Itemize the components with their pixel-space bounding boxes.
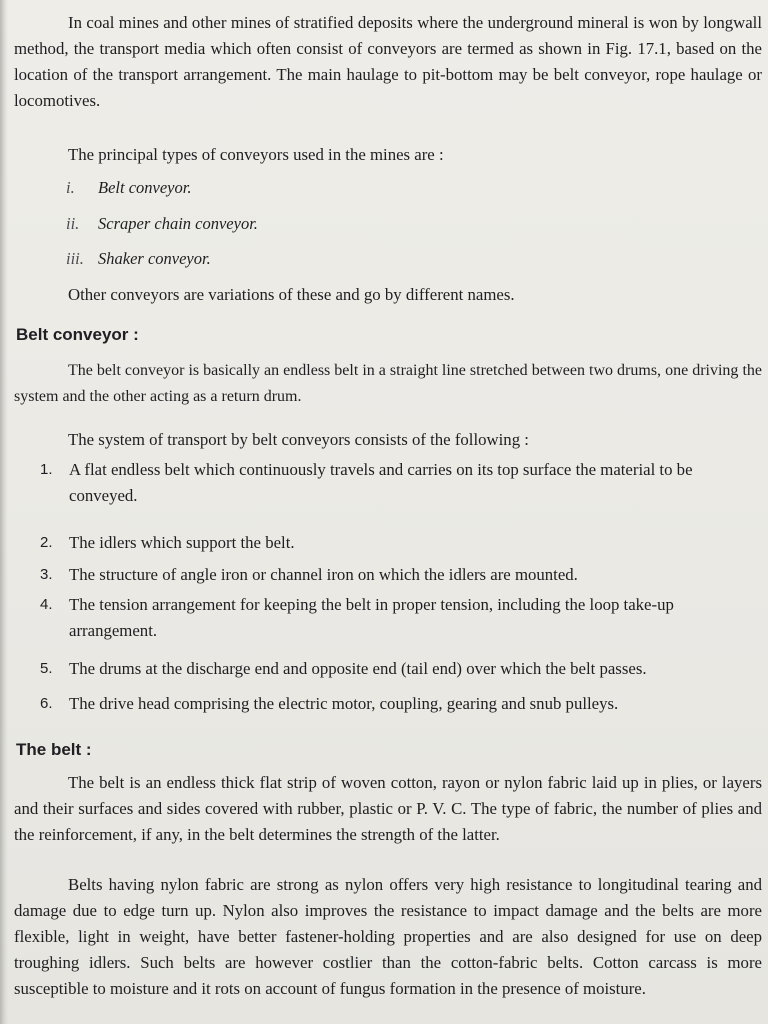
- list-item: [66, 212, 258, 236]
- list-item-number: 6.: [40, 695, 53, 712]
- list-item-label: Scraper chain conveyor.: [98, 214, 258, 233]
- list-item-number: 2.: [40, 534, 53, 551]
- list-item: [40, 530, 760, 556]
- list-item: [66, 176, 191, 200]
- list-item-number: ii.: [66, 214, 80, 233]
- list-item-label: Belt conveyor.: [98, 178, 192, 197]
- page-binding-shadow: [0, 0, 8, 1024]
- list-item-label: Shaker conveyor.: [98, 249, 211, 268]
- list-item-number: 4.: [40, 596, 53, 613]
- belt-paragraph-2: Belts having nylon fabric are strong as nylon offers very high resistance to longitudinal tearing and damage due to edge turn up. Nylon also improves the resistance to impact damage and the belts are more flexible, light in weight, have better fastener-holding properties and are also designed for use on deep troughing idlers. Such belts are however costlier than the cotton-fabric belts. Cotton carcass is more susceptible to moisture and it rots on account of fungus formation in the presence of moisture.: [14, 875, 762, 998]
- list-item-text: The structure of angle iron or channel iron on which the idlers are mounted.: [69, 565, 578, 584]
- list-item-number: 3.: [40, 566, 53, 583]
- list-item: [66, 247, 211, 271]
- list-item-text: The drums at the discharge end and opposite end (tail end) over which the belt passes.: [69, 659, 647, 678]
- list-item: [40, 562, 760, 588]
- list-item-number: 1.: [40, 461, 53, 478]
- list-item-text: The drive head comprising the electric motor, coupling, gearing and snub pulleys.: [69, 694, 619, 713]
- list-item-text: The idlers which support the belt.: [69, 533, 295, 552]
- belt-paragraph-1: The belt is an endless thick flat strip of woven cotton, rayon or nylon fabric laid up in plies, or layers and their surfaces and sides covered with rubber, plastic or P. V. C. The type of fabric, the number of plies and the reinforcement, if any, in the belt determines the strength of the latter.: [14, 773, 762, 844]
- list-item: [40, 457, 760, 509]
- conveyor-types-intro: The principal types of conveyors used in the mines are :: [68, 145, 444, 164]
- list-item: [40, 691, 760, 717]
- list-item-text: The tension arrangement for keeping the belt in proper tension, including the loop take-up arrangement.: [69, 595, 674, 640]
- list-item-text: A flat endless belt which continuously travels and carries on its top surface the material to be conveyed.: [69, 460, 693, 505]
- system-intro: The system of transport by belt conveyors consists of the following :: [68, 430, 529, 449]
- list-item-number: iii.: [66, 249, 84, 268]
- list-item: [40, 592, 760, 644]
- list-item-number: i.: [66, 178, 75, 197]
- other-conveyors-note: Other conveyors are variations of these and go by different names.: [68, 285, 515, 304]
- belt-conveyor-paragraph: The belt conveyor is basically an endless belt in a straight line stretched between two drums, one driving the system and the other acting as a return drum.: [14, 362, 762, 405]
- section-heading-belt-conveyor: Belt conveyor :: [16, 325, 139, 344]
- list-item: [40, 656, 760, 682]
- list-item-number: 5.: [40, 660, 53, 677]
- intro-paragraph: In coal mines and other mines of stratified deposits where the underground mineral is won by longwall method, the transport media which often consist of conveyors are termed as shown in Fig. 17.1, based on the location of the transport arrangement. The main haulage to pit-bottom may be belt conveyor, rope haulage or locomotives.: [14, 13, 762, 110]
- section-heading-the-belt: The belt :: [16, 740, 92, 759]
